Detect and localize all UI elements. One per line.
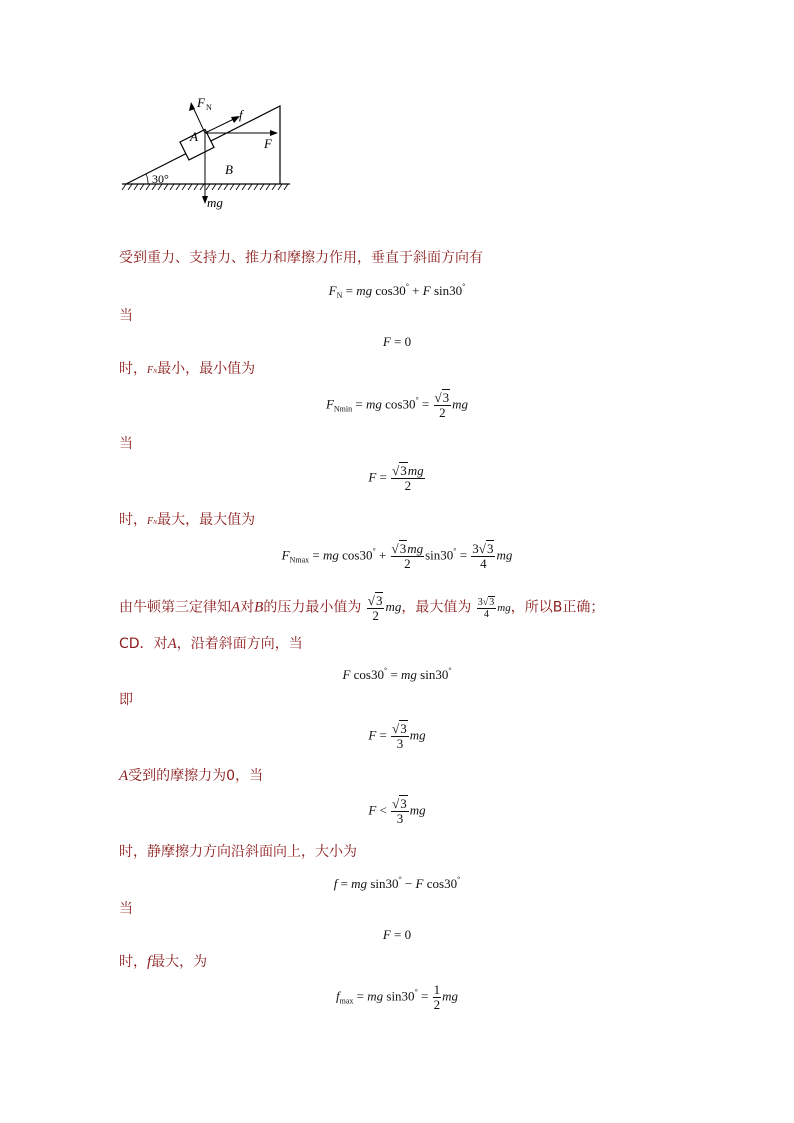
text-line-5: 时，FN最大，最大值为 bbox=[119, 512, 256, 528]
equation-6: F cos30° = mg sin30° bbox=[342, 666, 452, 682]
text-line-8: 即 bbox=[119, 692, 133, 708]
equation-2: F = 0 bbox=[382, 334, 412, 349]
equation-7: F = $\frac{√3}{3}$ mg bbox=[368, 721, 426, 751]
text-line-7: CD．对A，沿着斜面方向，当 bbox=[119, 636, 303, 652]
label-a: A bbox=[190, 129, 198, 144]
text-line-9: A受到的摩擦力为0，当 bbox=[119, 768, 264, 784]
text-line-2: 当 bbox=[119, 308, 133, 324]
angle-arc bbox=[146, 174, 148, 184]
equation-10: F = 0 bbox=[382, 927, 412, 942]
label-fn-sub: N bbox=[206, 103, 212, 112]
label-mg: mg bbox=[207, 195, 223, 210]
text-line-1: 受到重力、支持力、推力和摩擦力作用，垂直于斜面方向有 bbox=[119, 250, 483, 266]
equation-3: $F_{Nmin}$ = mg cos30° = $\frac{√3}{2}$ mg bbox=[325, 390, 469, 420]
text-line-11: 当 bbox=[119, 901, 133, 917]
label-friction: f bbox=[239, 107, 243, 122]
equation-5: $F_{Nmax}$ = mg cos30° + $\frac{√3mg}{2}$ sin30° = $\frac{3√3}{4}$ mg bbox=[281, 541, 513, 571]
equation-4: F = $\frac{√3mg}{2}$ bbox=[368, 463, 424, 493]
text-line-12: 时，f最大，为 bbox=[119, 954, 208, 970]
equation-11: $f_{max}$ = mg sin30° = $\frac{1}{2}$ mg bbox=[336, 982, 458, 1012]
ground-line bbox=[122, 184, 290, 190]
equation-1: $F_N$ = mg cos30° + F sin30° bbox=[328, 282, 466, 300]
equation-9: f = mg sin30° − F cos30° bbox=[333, 875, 461, 891]
text-line-6: 由牛顿第三定律知A对B的压力最小值为 $\frac{√3}{2}$ mg，最大值为 $\frac{3√3}{4}$ mg，所以B正确； bbox=[119, 593, 605, 623]
free-body-diagram bbox=[118, 88, 298, 218]
label-force-f: F bbox=[264, 136, 272, 151]
equation-8: F < $\frac{√3}{3}$ mg bbox=[368, 796, 426, 826]
text-line-10: 时，静摩擦力方向沿斜面向上，大小为 bbox=[119, 844, 357, 860]
text-line-4: 当 bbox=[119, 436, 133, 452]
label-b: B bbox=[225, 162, 233, 177]
label-angle: 30° bbox=[152, 172, 169, 186]
text-line-3: 时，FN最小，最小值为 bbox=[119, 361, 256, 377]
label-fn: F bbox=[197, 95, 205, 110]
